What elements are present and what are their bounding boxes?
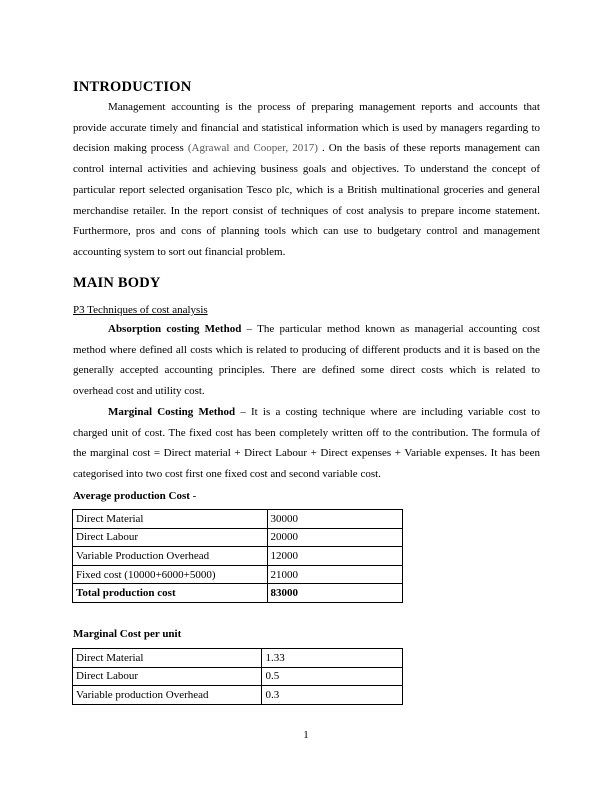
table-cell-value: 12000 <box>267 547 403 566</box>
table-cell-value: 30000 <box>267 510 403 529</box>
table-cell-label: Direct Labour <box>73 667 262 686</box>
table-cell-value: 83000 <box>267 584 403 603</box>
absorption-paragraph <box>73 319 540 402</box>
table-cell-value: 20000 <box>267 528 403 547</box>
average-cost-title <box>73 490 196 502</box>
average-cost-table <box>72 509 403 603</box>
introduction-heading: INTRODUCTION <box>73 79 192 95</box>
marginal-term: Marginal Costing Method <box>108 406 236 418</box>
table-cell-value: 21000 <box>267 565 403 584</box>
introduction-paragraph <box>73 97 540 263</box>
average-cost-title-text: Average production Cost <box>73 490 190 502</box>
introduction-citation: (Agrawal and Cooper, 2017) <box>187 142 318 155</box>
main-body-heading: MAIN BODY <box>73 275 161 291</box>
table-row <box>73 686 403 705</box>
table-cell-label: Direct Material <box>73 510 268 529</box>
table-cell-label: Variable Production Overhead <box>73 547 268 566</box>
table-row <box>73 528 403 547</box>
table-cell-label: Direct Labour <box>73 528 268 547</box>
table-cell-value: 1.33 <box>262 649 403 668</box>
average-cost-title-suffix: - <box>189 490 197 502</box>
table-row <box>73 649 403 668</box>
absorption-text: – The particular method known as managerial accounting cost method where defined all costs which is related to producing of different products and it is based on the generally accepted accounting principles. There are defined some direct costs which is related to overhead cost and utility cost. <box>73 323 540 398</box>
marginal-cost-table <box>72 648 403 705</box>
marginal-paragraph <box>73 402 540 485</box>
marginal-cost-title: Marginal Cost per unit <box>73 628 182 640</box>
page-number: 1 <box>303 729 309 741</box>
table-row <box>73 510 403 529</box>
table-cell-label: Direct Material <box>73 649 262 668</box>
table-row <box>73 565 403 584</box>
introduction-text-2: . On the basis of these reports management can control internal activities and achieving business goals and objectives. To understand the concept of particular report selected organisation Tesco plc, which is a British multinational groceries and general merchandise retailer. In the report consist of techniques of cost analysis to prepare income statement. Furthermore, pros and cons of planning tools which can use to budgetary control and management accounting system to sort out financial problem. <box>73 142 540 258</box>
table-cell-label: Total production cost <box>73 584 268 603</box>
introduction-text-1: Management accounting is the process of preparing management reports and accounts that provide accurate timely and financial and statistical information which is used by managers regarding to decision making process <box>73 101 540 155</box>
table-row <box>73 547 403 566</box>
table-cell-value: 0.3 <box>262 686 403 705</box>
table-cell-value: 0.5 <box>262 667 403 686</box>
table-row-total <box>73 584 403 603</box>
cost-analysis-subheading: P3 Techniques of cost analysis <box>73 304 208 316</box>
absorption-term: Absorption costing Method <box>108 323 242 335</box>
table-cell-label: Variable production Overhead <box>73 686 262 705</box>
table-cell-label: Fixed cost (10000+6000+5000) <box>73 565 268 584</box>
table-row <box>73 667 403 686</box>
marginal-text: – It is a costing technique where are including variable cost to charged unit of cost. The fixed cost has been completely written off to the contribution. The formula of the marginal cost = Direct material + Direct Labour + Direct expenses + Variable expenses. It has been categorised into two cost first one fixed cost and second variable cost. <box>73 406 540 481</box>
